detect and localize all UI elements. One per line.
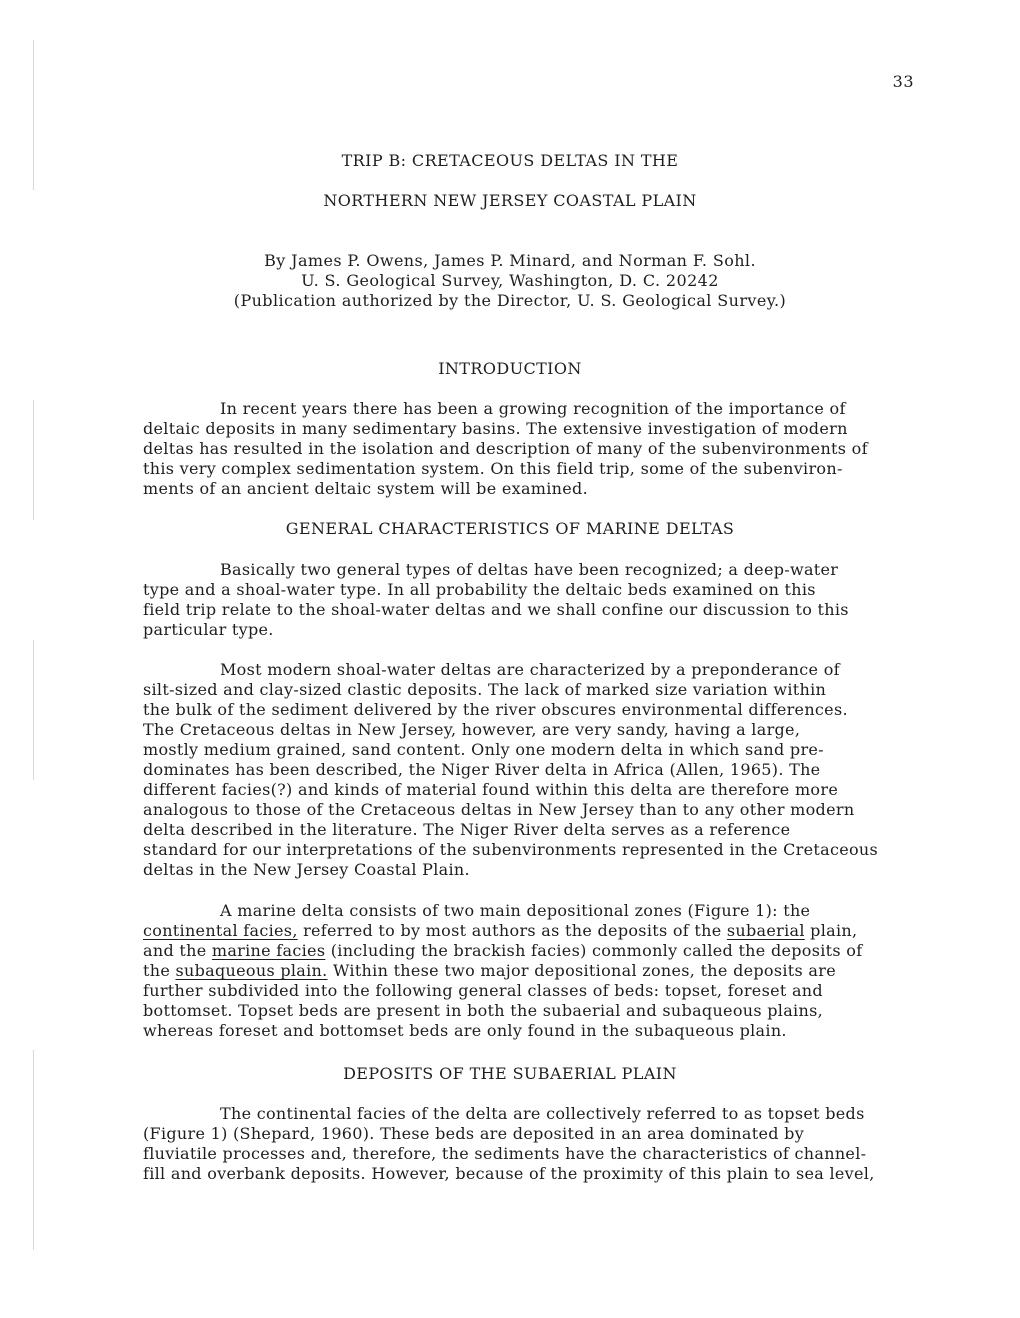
text-line: deltaic deposits in many sedimentary basins. The extensive investigation of modern bbox=[143, 419, 848, 438]
heading-general-characteristics: GENERAL CHARACTERISTICS OF MARINE DELTAS bbox=[285, 519, 735, 538]
underlined-term: subaerial bbox=[726, 921, 805, 940]
text-line bbox=[143, 961, 836, 981]
text-line: deltas has resulted in the isolation and description of many of the subenvironments of bbox=[143, 439, 868, 458]
heading-subaerial-plain: DEPOSITS OF THE SUBAERIAL PLAIN bbox=[343, 1064, 677, 1083]
text-segment: (including the brackish facies) commonly called the deposits of bbox=[325, 941, 863, 960]
text-line: whereas foreset and bottomset beds are only found in the subaqueous plain. bbox=[143, 1021, 787, 1040]
text-line: The Cretaceous deltas in New Jersey, however, are very sandy, having a large, bbox=[143, 720, 801, 739]
byline-authors: By James P. Owens, James P. Minard, and Norman F. Sohl. bbox=[264, 251, 756, 270]
text-line: standard for our interpretations of the subenvironments represented in the Cretaceous bbox=[143, 840, 879, 859]
text-line: further subdivided into the following general classes of beds: topset, foreset and bbox=[143, 981, 823, 1000]
text-segment: the bbox=[143, 961, 176, 980]
underlined-term: marine facies bbox=[211, 941, 326, 960]
text-line: dominates has been described, the Niger River delta in Africa (Allen, 1965). The bbox=[143, 760, 821, 779]
text-line: In recent years there has been a growing recognition of the importance of bbox=[220, 399, 846, 418]
text-line: Most modern shoal-water deltas are characterized by a preponderance of bbox=[220, 660, 840, 679]
text-line: ments of an ancient deltaic system will be examined. bbox=[143, 479, 588, 498]
text-line: (Figure 1) (Shepard, 1960). These beds are deposited in an area dominated by bbox=[143, 1124, 805, 1143]
text-line: different facies(?) and kinds of material found within this delta are therefore more bbox=[143, 780, 839, 799]
text-line: type and a shoal-water type. In all probability the deltaic beds examined on this bbox=[143, 580, 816, 599]
text-line: fill and overbank deposits. However, because of the proximity of this plain to sea level, bbox=[143, 1164, 875, 1183]
byline-note: (Publication authorized by the Director, U. S. Geological Survey.) bbox=[233, 291, 787, 310]
byline-affiliation: U. S. Geological Survey, Washington, D. C. 20242 bbox=[301, 271, 719, 290]
text-segment: plain, bbox=[804, 921, 858, 940]
underlined-term: continental facies, bbox=[143, 921, 298, 940]
text-line: particular type. bbox=[143, 620, 274, 639]
text-line: fluviatile processes and, therefore, the sediments have the characteristics of channel- bbox=[143, 1144, 867, 1163]
text-segment: and the bbox=[143, 941, 212, 960]
text-line: the bulk of the sediment delivered by the river obscures environmental differences. bbox=[143, 700, 848, 719]
scan-margin-mark bbox=[33, 640, 34, 780]
underlined-term: subaqueous plain. bbox=[175, 961, 328, 980]
title-line-2: NORTHERN NEW JERSEY COASTAL PLAIN bbox=[323, 191, 697, 210]
page-number: 33 bbox=[892, 72, 914, 91]
text-line: The continental facies of the delta are collectively referred to as topset beds bbox=[220, 1104, 865, 1123]
title-line-1: TRIP B: CRETACEOUS DELTAS IN THE bbox=[341, 151, 679, 170]
text-line: bottomset. Topset beds are present in both the subaerial and subaqueous plains, bbox=[143, 1001, 823, 1020]
text-line: silt-sized and clay-sized clastic deposits. The lack of marked size variation within bbox=[143, 680, 827, 699]
text-segment: Within these two major depositional zones, the deposits are bbox=[327, 961, 836, 980]
text-line bbox=[143, 921, 857, 941]
text-line: mostly medium grained, sand content. Only one modern delta in which sand pre- bbox=[143, 740, 824, 759]
text-line: field trip relate to the shoal-water deltas and we shall confine our discussion to this bbox=[143, 600, 849, 619]
text-segment: referred to by most authors as the deposits of the bbox=[297, 921, 727, 940]
text-line: delta described in the literature. The Niger River delta serves as a reference bbox=[143, 820, 791, 839]
text-line: analogous to those of the Cretaceous deltas in New Jersey than to any other modern bbox=[143, 800, 855, 819]
scan-margin-mark bbox=[33, 400, 34, 520]
text-line: deltas in the New Jersey Coastal Plain. bbox=[143, 860, 470, 879]
text-line: Basically two general types of deltas have been recognized; a deep-water bbox=[220, 560, 839, 579]
text-line: A marine delta consists of two main depositional zones (Figure 1): the bbox=[220, 901, 811, 920]
text-line: this very complex sedimentation system. On this field trip, some of the subenviron- bbox=[143, 459, 843, 478]
text-line bbox=[143, 941, 862, 961]
heading-introduction: INTRODUCTION bbox=[438, 359, 582, 378]
